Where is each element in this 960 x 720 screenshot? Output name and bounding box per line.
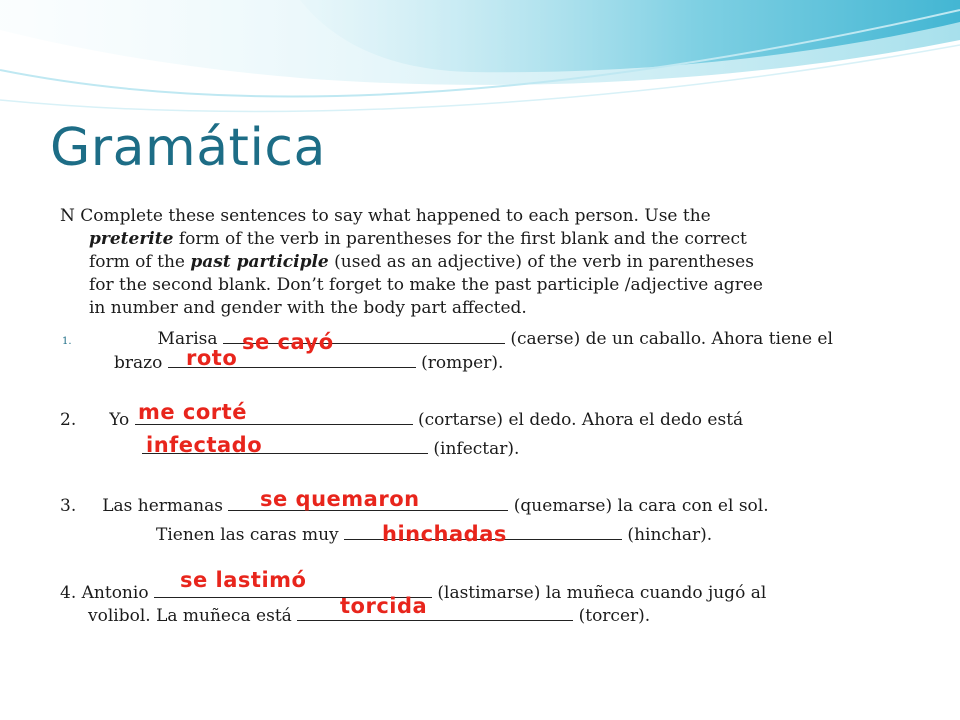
item-4-line-b: volibol. La muñeca está (torcer). bbox=[88, 606, 651, 626]
page-title: Gramática bbox=[50, 118, 326, 178]
item-3-line-b: Tienen las caras muy (hinchar). bbox=[156, 525, 713, 545]
instructions-line-3: form of the past participle (used as an adjective) of the verb in parentheses bbox=[89, 252, 754, 272]
item-number: 3. bbox=[60, 496, 77, 516]
item-4-line-a: 4. Antonio (lastimarse) la muñeca cuando jugó al bbox=[60, 583, 767, 603]
header-wave-decoration bbox=[0, 0, 960, 130]
item-number: 1. bbox=[62, 336, 72, 347]
answer-text: roto bbox=[186, 346, 238, 370]
instructions-line-2: preterite form of the verb in parentheses for the first blank and the correct bbox=[89, 229, 747, 249]
instructions-line-4: for the second blank. Don’t forget to make the past participle /adjective agree bbox=[89, 275, 763, 295]
answer-text: se lastimó bbox=[180, 568, 307, 592]
item-2-line-a: 2. Yo (cortarse) el dedo. Ahora el dedo está bbox=[60, 410, 744, 430]
answer-text: torcida bbox=[340, 594, 428, 618]
answer-text: se cayó bbox=[242, 330, 334, 354]
item-number: 2. bbox=[60, 410, 77, 430]
answer-text: hinchadas bbox=[382, 522, 507, 546]
answer-blank bbox=[297, 604, 573, 621]
answer-text: infectado bbox=[146, 433, 263, 457]
item-1-line-a: 1. Marisa (caerse) de un caballo. Ahora tiene el bbox=[62, 329, 833, 349]
instructions-line-1: N Complete these sentences to say what happened to each person. Use the bbox=[60, 206, 711, 226]
item-2-line-b: (infectar). bbox=[142, 437, 519, 460]
item-1-line-b: brazo (romper). bbox=[114, 353, 504, 373]
item-number: 4. bbox=[60, 583, 77, 603]
answer-text: me corté bbox=[138, 400, 247, 424]
answer-text: se quemaron bbox=[260, 487, 420, 511]
instructions-line-5: in number and gender with the body part affected. bbox=[89, 298, 527, 318]
item-3-line-a: 3. Las hermanas (quemarse) la cara con el sol. bbox=[60, 496, 769, 516]
instructions-marker: N bbox=[60, 206, 75, 226]
